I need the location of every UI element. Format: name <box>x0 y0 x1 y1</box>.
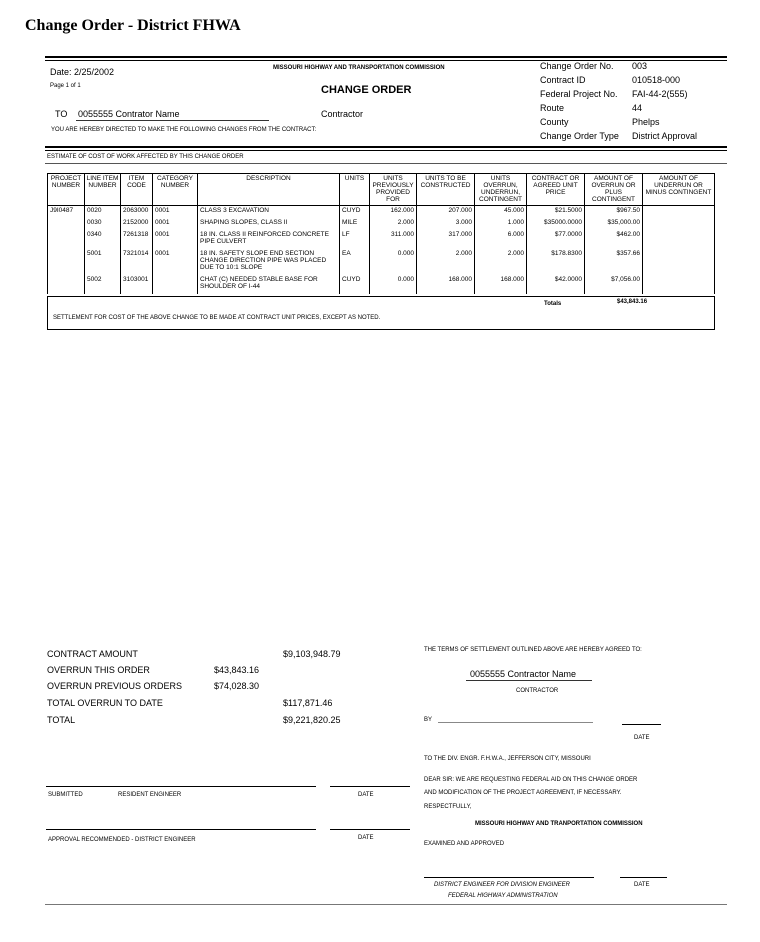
column-header: AMOUNT OF UNDERRUN OR MINUS CONTINGENT <box>643 174 715 206</box>
table-cell: 0020 <box>85 206 121 219</box>
table-cell <box>643 230 715 249</box>
caption-rule <box>45 163 727 164</box>
field-value: 003 <box>632 61 648 71</box>
table-cell: 5002 <box>85 275 121 294</box>
table-cell <box>643 275 715 294</box>
field-label: Change Order No. <box>540 61 614 71</box>
column-header: UNITS <box>340 174 370 206</box>
dear-sir-line-1: DEAR SIR: WE ARE REQUESTING FEDERAL AID ON THIS CHANGE ORDER <box>424 777 638 783</box>
terms-text: THE TERMS OF SETTLEMENT OUTLINED ABOVE ARE HEREBY AGREED TO: <box>424 647 642 653</box>
field-value: Phelps <box>632 117 660 127</box>
table-cell: 2.000 <box>475 249 527 275</box>
page-title: Change Order - District FHWA <box>25 17 241 34</box>
table-cell: 45.000 <box>475 206 527 219</box>
overrun-this-label: OVERRUN THIS ORDER <box>47 665 150 675</box>
field-label: Contract ID <box>540 75 586 85</box>
table-cell: 168.000 <box>417 275 475 294</box>
column-header: DESCRIPTION <box>198 174 340 206</box>
table-cell: 2.000 <box>417 249 475 275</box>
table-cell: 3.000 <box>417 218 475 230</box>
settlement-text: SETTLEMENT FOR COST OF THE ABOVE CHANGE TO BE MADE AT CONTRACT UNIT PRICES, EXCEPT AS NOTED. <box>53 315 381 321</box>
contractor-name-underline <box>466 680 592 681</box>
field-label: Route <box>540 103 565 113</box>
estimate-caption: ESTIMATE OF COST OF WORK AFFECTED BY THIS CHANGE ORDER <box>47 154 244 160</box>
table-cell: 0.000 <box>370 249 417 275</box>
table-row <box>48 275 715 294</box>
header-rule-2 <box>45 150 727 151</box>
table-cell: $35000.0000 <box>527 218 585 230</box>
overrun-prev-label: OVERRUN PREVIOUS ORDERS <box>47 681 183 691</box>
table-cell: 0.000 <box>370 275 417 294</box>
by-label: BY <box>424 717 433 723</box>
approval-date-label: DATE <box>358 835 374 841</box>
page-count: Page 1 of 1 <box>50 83 81 89</box>
table-cell: SHAPING SLOPES, CLASS II <box>198 218 340 230</box>
submitted-signature-line <box>46 786 316 787</box>
commission-heading: MISSOURI HIGHWAY AND TRANSPORTATION COMMISSION <box>273 65 445 71</box>
to-value: 0055555 Contrator Name <box>78 109 180 119</box>
column-header: UNITS OVERRUN, UNDERRUN, CONTINGENT <box>475 174 527 206</box>
column-header: UNITS PREVIOUSLY PROVIDED FOR <box>370 174 417 206</box>
column-header: CATEGORY NUMBER <box>153 174 198 206</box>
column-header: PROJECT NUMBER <box>48 174 85 206</box>
top-rule-2 <box>45 60 727 61</box>
table-cell: 18 IN. SAFETY SLOPE END SECTION CHANGE DIRECTION PIPE WAS PLACED DUE TO 10:1 SLOPE <box>198 249 340 275</box>
field-value: 010518-000 <box>632 75 681 85</box>
table-row <box>48 218 715 230</box>
table-cell: 168.000 <box>475 275 527 294</box>
table-cell <box>643 218 715 230</box>
table-row <box>48 249 715 275</box>
table-cell: 311.000 <box>370 230 417 249</box>
to-division-text: TO THE DIV. ENGR. F.H.W.A., JEFFERSON CITY, MISSOURI <box>424 756 591 762</box>
table-cell: $7,056.00 <box>585 275 643 294</box>
total-overrun-label: TOTAL OVERRUN TO DATE <box>47 698 163 708</box>
total-value: $9,221,820.25 <box>283 715 341 725</box>
date-label: Date: 2/25/2002 <box>50 67 115 77</box>
table-cell: 18 IN. CLASS II REINFORCED CONCRETE PIPE CULVERT <box>198 230 340 249</box>
field-label: County <box>540 117 569 127</box>
table-cell: CHAT (C) NEEDED STABLE BASE FOR SHOULDER OF I-44 <box>198 275 340 294</box>
respectfully-text: RESPECTFULLY, <box>424 804 472 810</box>
fhwa-label: FEDERAL HIGHWAY ADMINISTRATION <box>448 893 558 899</box>
table-cell <box>48 218 85 230</box>
table-cell: J9I0487 <box>48 206 85 219</box>
table-cell: 2063000 <box>121 206 153 219</box>
total-label: TOTAL <box>47 715 76 725</box>
totals-label: Totals <box>544 301 562 307</box>
district-engineer-line <box>424 877 594 878</box>
table-cell: 7261318 <box>121 230 153 249</box>
table-row <box>48 206 715 219</box>
column-header: ITEM CODE <box>121 174 153 206</box>
column-header: CONTRACT OR AGREED UNIT PRICE <box>527 174 585 206</box>
table-cell: $21.5000 <box>527 206 585 219</box>
submitted-label: SUBMITTED <box>48 792 83 798</box>
bottom-rule <box>45 904 727 905</box>
table-cell: 7321014 <box>121 249 153 275</box>
table-cell: 2.000 <box>370 218 417 230</box>
table-cell: $967.50 <box>585 206 643 219</box>
contractor-name: 0055555 Contractor Name <box>470 669 577 679</box>
table-cell: CUYD <box>340 206 370 219</box>
district-date-line <box>620 877 667 878</box>
field-label: Federal Project No. <box>540 89 618 99</box>
table-cell <box>643 206 715 219</box>
table-cell <box>153 275 198 294</box>
totals-value: $43,843.16 <box>617 299 648 305</box>
table-cell: $462.00 <box>585 230 643 249</box>
column-header: AMOUNT OF OVERRUN OR PLUS CONTINGENT <box>585 174 643 206</box>
table-cell: 0030 <box>85 218 121 230</box>
table-cell: 0001 <box>153 206 198 219</box>
overrun-this-value: $43,843.16 <box>214 665 260 675</box>
totals-box <box>47 296 715 330</box>
table-cell: 162.000 <box>370 206 417 219</box>
total-overrun-value: $117,871.46 <box>283 698 333 708</box>
table-cell: 317.000 <box>417 230 475 249</box>
table-row <box>48 230 715 249</box>
table-cell: 207.000 <box>417 206 475 219</box>
resident-engineer-label: RESIDENT ENGINEER <box>118 792 182 798</box>
submitted-date-line <box>330 786 410 787</box>
estimate-table <box>47 173 715 294</box>
table-cell: 6.000 <box>475 230 527 249</box>
table-cell: 0001 <box>153 249 198 275</box>
table-cell: 0001 <box>153 218 198 230</box>
to-label: TO <box>55 109 68 119</box>
table-cell <box>48 275 85 294</box>
contractor-label: Contractor <box>321 109 364 119</box>
district-date-label: DATE <box>634 882 650 888</box>
table-cell: $178.8300 <box>527 249 585 275</box>
table-cell: $42.0000 <box>527 275 585 294</box>
dear-sir-line-2: AND MODIFICATION OF THE PROJECT AGREEMENT, IF NECESSARY. <box>424 790 622 796</box>
table-cell: 2152000 <box>121 218 153 230</box>
table-cell: $77.0000 <box>527 230 585 249</box>
table-cell: LF <box>340 230 370 249</box>
doc-title: CHANGE ORDER <box>321 84 412 96</box>
commission-signature: MISSOURI HIGHWAY AND TRANPORTATION COMMISSION <box>475 821 643 827</box>
table-cell: EA <box>340 249 370 275</box>
table-cell: 1.000 <box>475 218 527 230</box>
table-cell: 0340 <box>85 230 121 249</box>
table-cell <box>48 249 85 275</box>
table-cell <box>48 230 85 249</box>
examined-text: EXAMINED AND APPROVED <box>424 841 505 847</box>
field-value: District Approval <box>632 131 698 141</box>
field-value: FAI-44-2(555) <box>632 89 688 99</box>
field-value: 44 <box>632 103 643 113</box>
approval-date-line <box>330 829 410 830</box>
table-cell: $35,000.00 <box>585 218 643 230</box>
table-header-row <box>48 174 715 206</box>
table-cell: 5001 <box>85 249 121 275</box>
overrun-prev-value: $74,028.30 <box>214 681 260 691</box>
table-cell: CUYD <box>340 275 370 294</box>
table-cell: MILE <box>340 218 370 230</box>
district-engineer-label: DISTRICT ENGINEER FOR DIVISION ENGINEER <box>434 882 571 888</box>
contractor-caption: CONTRACTOR <box>516 688 559 694</box>
field-label: Change Order Type <box>540 131 619 141</box>
column-header: LINE ITEM NUMBER <box>85 174 121 206</box>
table-cell: CLASS 3 EXCAVATION <box>198 206 340 219</box>
table-cell: 0001 <box>153 230 198 249</box>
approval-signature-line <box>46 829 316 830</box>
header-rule <box>45 146 727 148</box>
to-underline <box>76 120 269 121</box>
top-rule <box>45 56 727 58</box>
column-header: UNITS TO BE CONSTRUCTED <box>417 174 475 206</box>
submitted-date-label: DATE <box>358 792 374 798</box>
directive-text: YOU ARE HEREBY DIRECTED TO MAKE THE FOLLOWING CHANGES FROM THE CONTRACT: <box>51 127 317 133</box>
by-date-label: DATE <box>634 735 650 741</box>
table-cell: 3103001 <box>121 275 153 294</box>
table-cell: $357.66 <box>585 249 643 275</box>
by-date-line <box>622 724 661 725</box>
approval-label: APPROVAL RECOMMENDED - DISTRICT ENGINEER <box>48 837 196 843</box>
table-cell <box>643 249 715 275</box>
contract-amount-value: $9,103,948.79 <box>283 649 341 659</box>
by-signature-line <box>438 722 593 723</box>
contract-amount-label: CONTRACT AMOUNT <box>47 649 138 659</box>
